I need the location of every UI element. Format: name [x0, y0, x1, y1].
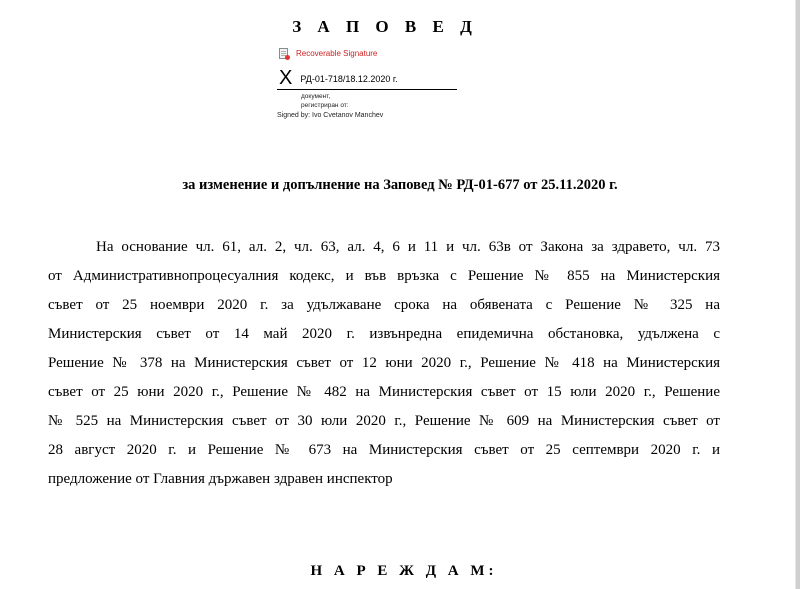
signature-line	[277, 68, 457, 90]
signature-label: Recoverable Signature	[296, 48, 378, 58]
signed-by: Signed by: Ivo Cvetanov Manchev	[277, 112, 384, 119]
signature-caption	[301, 92, 477, 110]
body-paragraph	[48, 233, 720, 494]
registration-number: РД-01-718/18.12.2020 г.	[300, 74, 398, 84]
document-title: З А П О В Е Д	[292, 17, 478, 36]
body-line: предложение от Главния държавен здравен инспектор	[48, 471, 393, 487]
body-line: от Административнопроцесуалния кодекс, и във връзка с Решение № 855 на Министерския	[48, 268, 720, 284]
body-line: Решение № 378 на Министерския съвет от 12 юни 2020 г., Решение № 418 на Министерския	[48, 355, 720, 371]
signature-caption-line-1: документ,	[301, 93, 331, 100]
body-line: съвет от 25 ноември 2020 г. за удължаване срока на обявената с Решение № 325 на	[48, 297, 720, 313]
signature-document-icon	[279, 48, 288, 59]
body-line: съвет от 25 юни 2020 г., Решение № 482 на Министерския съвет от 15 юли 2020 г., Решение	[48, 384, 720, 400]
body-line: 28 август 2020 г. и Решение № 673 на Министерския съвет от 25 септември 2020 г. и	[48, 442, 720, 458]
signature-mark: X	[279, 67, 293, 89]
signature-header	[277, 46, 477, 60]
order-heading: Н А Р Е Ж Д А М:	[310, 563, 498, 579]
body-line: На основание чл. 61, ал. 2, чл. 63, ал. 4, 6 и 11 и чл. 63в от Закона за здравето, чл. 73	[96, 239, 720, 255]
body-line: № 525 на Министерския съвет от 30 юли 2020 г., Решение № 609 на Министерския съвет от	[48, 413, 720, 429]
document-subtitle: за изменение и допълнение на Заповед № РД-01-677 от 25.11.2020 г.	[182, 177, 618, 193]
signature-block[interactable]	[277, 46, 477, 119]
signature-caption-line-2: регистриран от:	[301, 102, 349, 109]
body-line: Министерския съвет от 14 май 2020 г. извънредна епидемична обстановка, удължена с	[48, 326, 720, 342]
vertical-scrollbar-track[interactable]	[796, 0, 800, 589]
